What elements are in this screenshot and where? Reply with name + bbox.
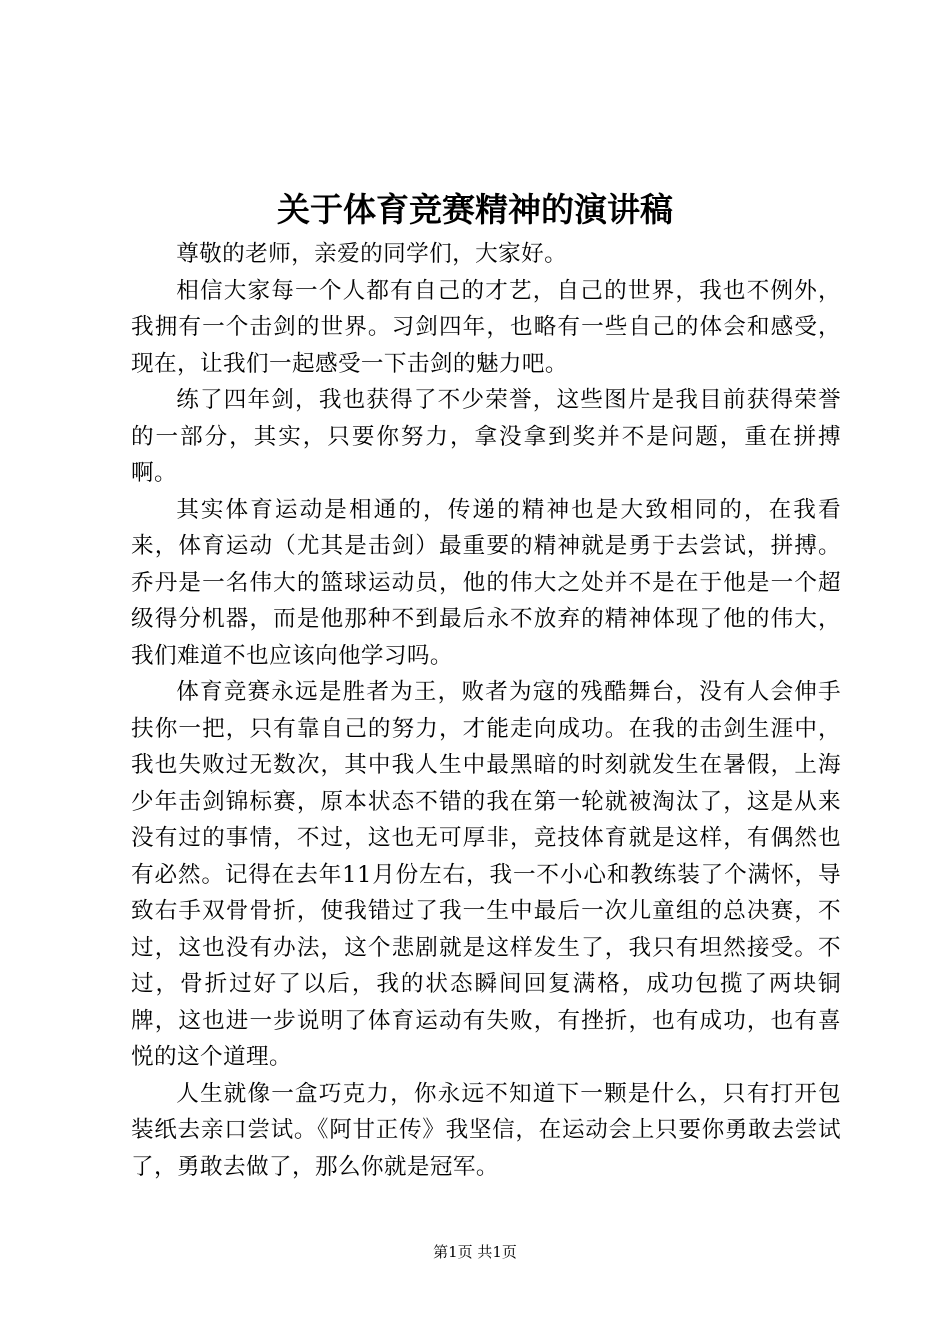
paragraph-greeting: 尊敬的老师，亲爱的同学们，大家好。 — [176, 241, 568, 267]
paragraph-honors: 练了四年剑，我也获得了不少荣誉，这些图片是我目前获得荣誉的一部分，其实，只要你努力，拿没拿到奖并不是问题，重在拼搏啊。 — [131, 387, 841, 486]
paragraph-spirit: 其实体育运动是相通的，传递的精神也是大致相同的，在我看来，体育运动（尤其是击剑）最重要的精神就是勇于去尝试，拼搏。乔丹是一名伟大的篮球运动员，他的伟大之处并不是在于他是一个超级得分机器，而是他那种不到最后永不放弃的精神体现了他的伟大，我们难道不也应该向他学习吗。 — [131, 496, 841, 669]
document-title: 关于体育竞赛精神的演讲稿 — [277, 190, 673, 229]
page-number-footer: 第1页 共1页 — [433, 1243, 517, 1261]
document-body — [131, 236, 841, 1185]
paragraph-competition: 体育竞赛永远是胜者为王，败者为寇的残酷舞台，没有人会伸手扶你一把，只有靠自己的努力，才能走向成功。在我的击剑生涯中，我也失败过无数次，其中我人生中最黑暗的时刻就发生在暑假，上海少年击剑锦标赛，原本状态不错的我在第一轮就被淘汰了，这是从来没有过的事情，不过，这也无可厚非，竞技体育就是这样，有偶然也有必然。记得在去年11月份左右，我一不小心和教练装了个满怀，导致右手双骨骨折，使我错过了我一生中最后一次儿童组的总决赛，不过，这也没有办法，这个悲剧就是这样发生了，我只有坦然接受。不过，骨折过好了以后，我的状态瞬间回复满格，成功包揽了两块铜牌，这也进一步说明了体育运动有失败，有挫折，也有成功，也有喜悦的这个道理。 — [131, 679, 841, 1070]
paragraph-intro: 相信大家每一个人都有自己的才艺，自己的世界，我也不例外，我拥有一个击剑的世界。习剑四年，也略有一些自己的体会和感受，现在，让我们一起感受一下击剑的魅力吧。 — [131, 277, 841, 377]
paragraph-conclusion: 人生就像一盒巧克力，你永远不知道下一颗是什么，只有打开包装纸去亲口尝试。《阿甘正传》我坚信，在运动会上只要你勇敢去尝试了，勇敢去做了，那么你就是冠军。 — [131, 1080, 841, 1180]
